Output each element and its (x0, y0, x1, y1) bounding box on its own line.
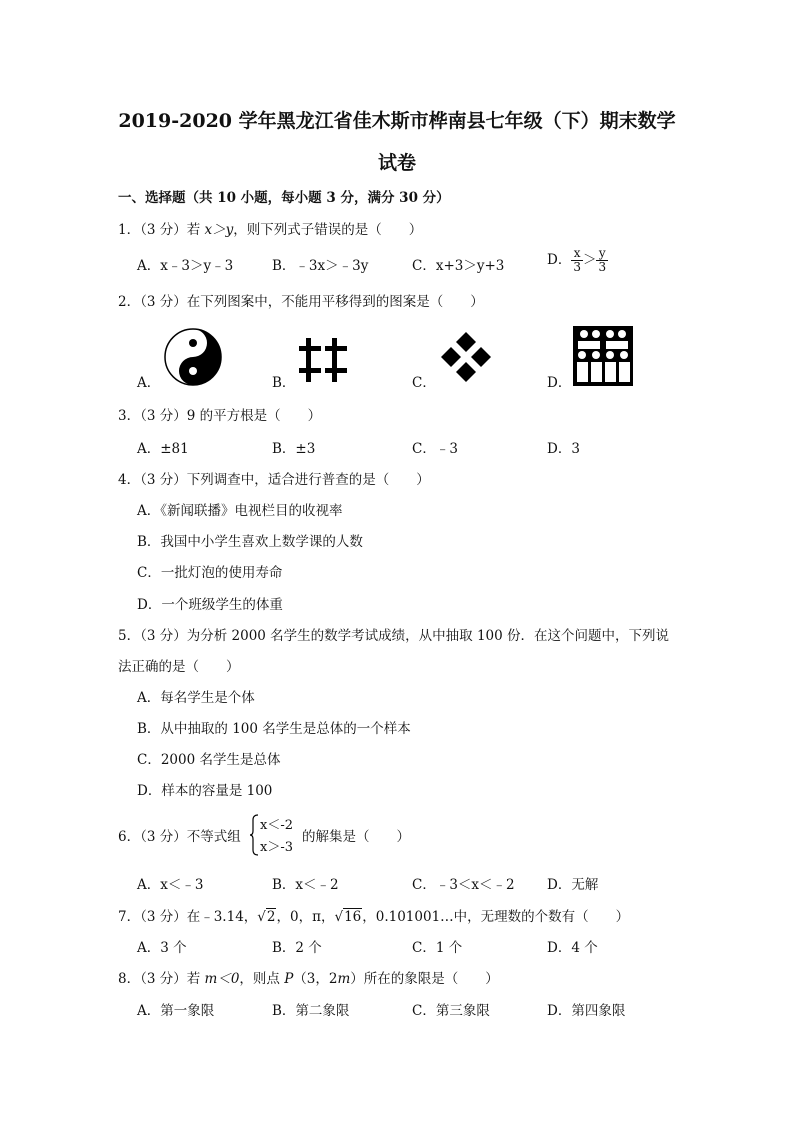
exam-title-line1: 2019-2020 学年黑龙江省佳木斯市桦南县七年级（下）期末数学 (118, 110, 676, 132)
system-brace (249, 814, 259, 856)
q7-option-d: D．4 个 (547, 940, 598, 956)
system-inequality-1: x＜-2 (260, 818, 293, 833)
q7-stem-part1: 7．（3 分）在﹣3.14， (118, 909, 258, 925)
q1-relation: ＞ (582, 252, 597, 268)
sqrt-16-radicand: 16 (344, 909, 362, 925)
q8-option-b: B．第二象限 (272, 1003, 350, 1019)
question-1-stem (118, 218, 422, 238)
q8-option-d: D．第四象限 (547, 1003, 626, 1019)
q6-option-c: C．﹣3＜x＜﹣2 (412, 877, 515, 893)
q3-option-c: C．﹣3 (412, 441, 458, 457)
q2-option-d-label: D． (547, 375, 572, 391)
q4-option-a: A．《新闻联播》电视栏目的收视率 (137, 503, 343, 519)
section-heading: 一、选择题（共 10 小题，每小题 3 分，满分 30 分） (118, 190, 450, 206)
q8-stem-part1: 8．（3 分）若 (118, 971, 205, 987)
question-4-stem: 4．（3 分）下列调查中，适合进行普查的是（ ） (118, 472, 430, 488)
question-3-stem: 3．（3 分）9 的平方根是（ ） (118, 408, 322, 424)
q8-option-a: A．第一象限 (137, 1003, 215, 1019)
question-2-stem: 2．（3 分）在下列图案中，不能用平移得到的图案是（ ） (118, 294, 484, 310)
q8-stem-part2: ，则点 (239, 971, 285, 987)
q3-option-d: D．3 (547, 441, 580, 457)
q2-option-a-label: A． (137, 375, 161, 391)
q8-point-name: P (284, 971, 294, 987)
q1-frac-den-3a: 3 (573, 260, 581, 274)
q7-option-b: B．2 个 (272, 940, 322, 956)
question-7-stem (118, 905, 629, 925)
q1-frac-den-3b: 3 (598, 260, 607, 274)
q3-option-a: A．±81 (137, 441, 189, 457)
q1-option-d-label: D． (547, 252, 572, 268)
q1-fraction-left (571, 247, 583, 274)
q5-option-b: B．从中抽取的 100 名学生是总体的一个样本 (137, 721, 411, 737)
q8-stem-part4: ）所在的象限是（ ） (350, 971, 499, 987)
question-6-stem-prefix: 6．（3 分）不等式组 (118, 829, 241, 845)
q1-option-a: A．x﹣3＞y﹣3 (137, 258, 234, 274)
diamond-squares-figure (438, 330, 494, 386)
double-cross-figure (297, 334, 349, 386)
q6-option-b: B．x＜﹣2 (272, 877, 339, 893)
question-5-stem-line2: 法正确的是（ ） (118, 659, 240, 675)
q6-option-d: D．无解 (547, 877, 599, 893)
q5-option-c: C．2000 名学生是总体 (137, 752, 281, 768)
q1-stem-prefix: 1．（3 分）若 (118, 222, 205, 238)
q4-option-d: D．一个班级学生的体重 (137, 597, 283, 613)
sqrt-2-radicand: 2 (266, 909, 276, 925)
q1-frac-num-x: x (571, 247, 583, 261)
q4-option-c: C．一批灯泡的使用寿命 (137, 565, 283, 581)
q8-variable-m: m (337, 971, 351, 987)
q7-stem-part3: ，0.101001…中，无理数的个数有（ ） (362, 909, 630, 925)
q1-option-b: B．﹣3x＞﹣3y (272, 258, 369, 274)
q5-option-d: D．样本的容量是 100 (137, 783, 273, 799)
q1-option-d (547, 247, 608, 274)
q1-stem-suffix: ，则下列式子错误的是（ ） (233, 222, 423, 238)
q6-option-a: A．x＜﹣3 (137, 877, 204, 893)
system-inequality-2: x＞-3 (260, 840, 293, 855)
q2-option-c-label: C． (412, 375, 436, 391)
q4-option-b: B．我国中小学生喜欢上数学课的人数 (137, 534, 363, 550)
question-6-stem-suffix: 的解集是（ ） (302, 829, 410, 845)
q2-option-b-label: B． (272, 375, 296, 391)
sqrt-2: √2 (257, 909, 276, 925)
q1-frac-num-y: y (596, 247, 608, 261)
q8-option-c: C．第三象限 (412, 1003, 490, 1019)
yin-yang-figure (163, 327, 223, 387)
q1-condition: x＞y (204, 222, 234, 238)
question-8-stem (118, 967, 499, 987)
q1-fraction-right (596, 247, 608, 274)
q1-option-c: C．x+3＞y+3 (412, 258, 505, 274)
question-5-stem-line1: 5．（3 分）为分析 2000 名学生的数学考试成绩，从中抽取 100 份．在这个问题中，下列说 (118, 628, 670, 644)
people-pattern-figure (572, 325, 634, 387)
q8-stem-part3: （3，2 (293, 971, 338, 987)
q7-option-a: A．3 个 (137, 940, 187, 956)
q7-option-c: C．1 个 (412, 940, 463, 956)
sqrt-16: √16 (334, 909, 362, 925)
q5-option-a: A．每名学生是个体 (137, 690, 255, 706)
q7-stem-part2: ，0，π， (276, 909, 335, 925)
q3-option-b: B．±3 (272, 441, 316, 457)
exam-title-line2: 试卷 (377, 152, 416, 174)
q8-condition: m＜0 (204, 971, 240, 987)
